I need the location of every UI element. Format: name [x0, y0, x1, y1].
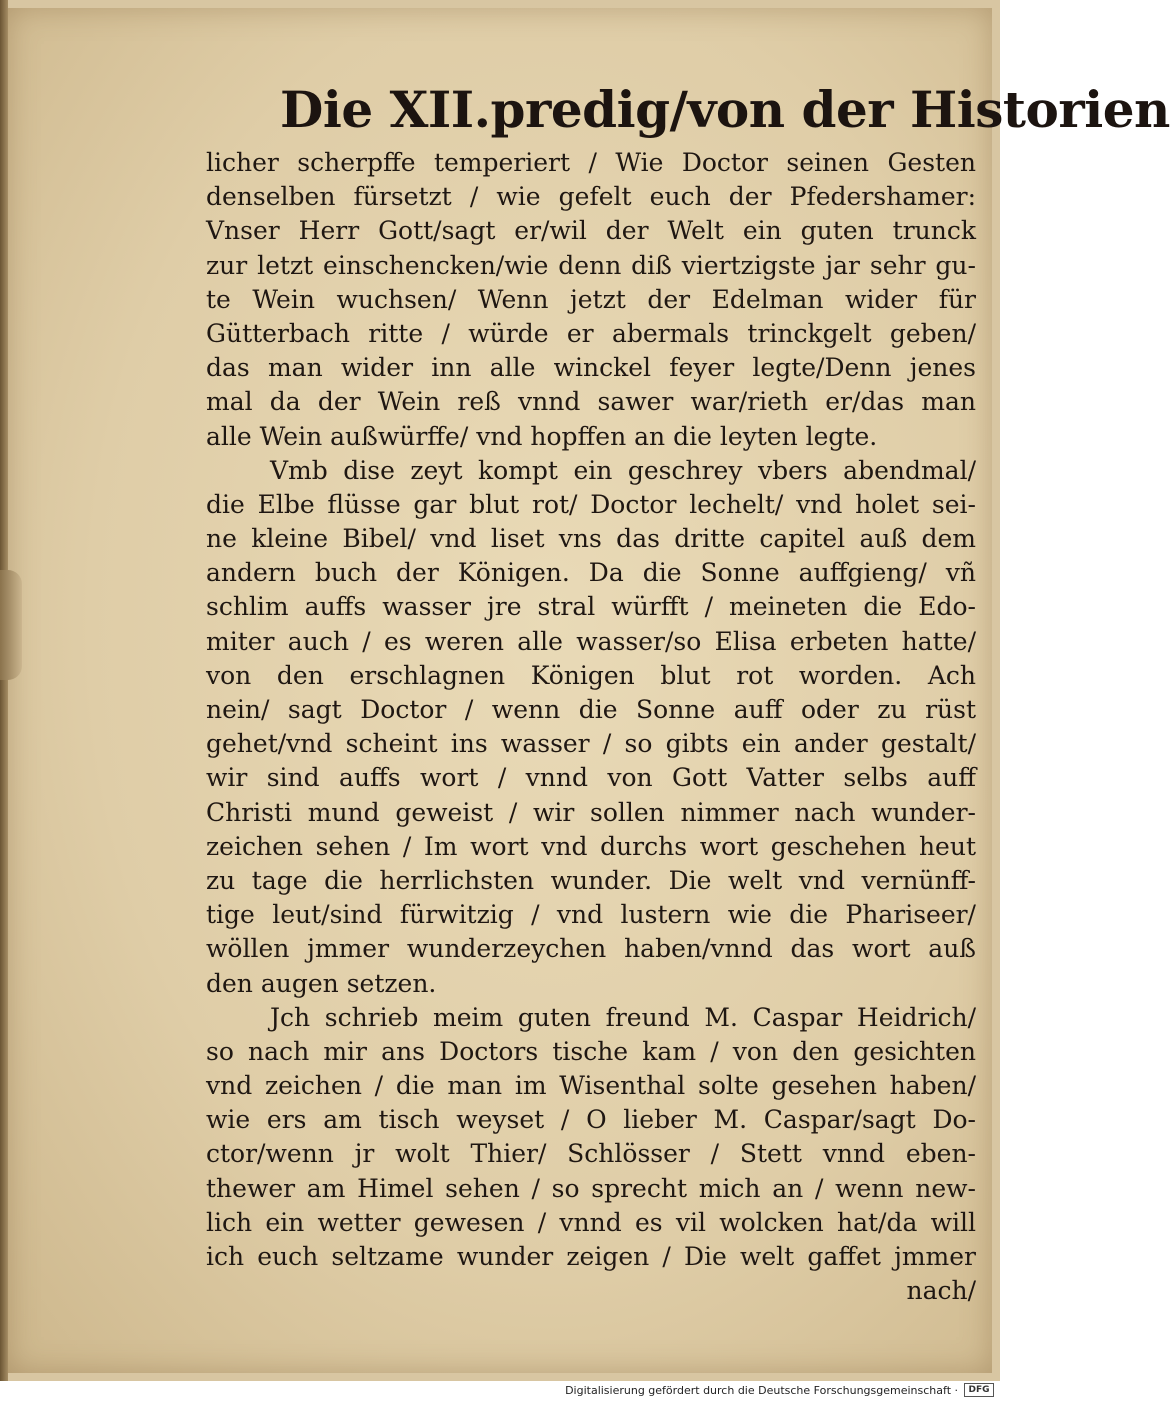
text-line: vnd zeichen / die man im Wisenthal solte gesehen haben/ [206, 1071, 976, 1101]
text-line: mal da der Wein reß vnnd sawer war/rieth er/das man [206, 387, 976, 417]
text-line: lich ein wetter gewesen / vnnd es vil wolcken hat/da will [206, 1207, 976, 1237]
text-line: die Elbe flüsse gar blut rot/ Doctor lechelt/ vnd holet sei- [206, 489, 976, 519]
text-line: ne kleine Bibel/ vnd liset vns das dritte capitel auß dem [206, 524, 976, 554]
text-line: alle Wein außwürffe/ vnd hopffen an die leyten legte. [206, 421, 878, 451]
text-line: ich euch seltzame wunder zeigen / Die welt gaffet jmmer [206, 1242, 976, 1271]
dfg-logo: DFG [964, 1383, 994, 1397]
page-header: Die XII.predig/von der Historien [280, 80, 1170, 139]
text-line: Gütterbach ritte / würde er abermals trinckgelt geben/ [206, 318, 976, 348]
page-spine-edge [0, 0, 8, 1381]
funding-notice: Digitalisierung gefördert durch die Deutsche Forschungsgemeinschaft · [565, 1384, 958, 1397]
text-line: tige leut/sind fürwitzig / vnd lustern wie die Phariseer/ [206, 900, 976, 930]
text-line: gehet/vnd scheint ins wasser / so gibts ein ander gestalt/ [206, 729, 976, 759]
text-line: wie ers am tisch weyset / O lieber M. Caspar/sagt Do- [206, 1105, 976, 1135]
page-fold-bulge [0, 570, 22, 680]
text-line: nein/ sagt Doctor / wenn die Sonne auff oder zu rüst [206, 695, 976, 724]
text-line: wir sind auffs wort / vnnd von Gott Vatter selbs auff [206, 763, 976, 793]
text-line: zu tage die herrlichsten wunder. Die welt vnd vernünff- [206, 865, 976, 895]
text-line: Vmb dise zeyt kompt ein geschrey vbers abendmal/ [270, 455, 976, 485]
text-line: schlim auffs wasser jre stral würfft / meineten die Edo- [206, 592, 976, 622]
text-line: wöllen jmmer wunderzeychen haben/vnnd das wort auß [206, 934, 976, 964]
text-line: te Wein wuchsen/ Wenn jetzt der Edelman wider für [206, 284, 976, 314]
text-line: das man wider inn alle winckel feyer legte/Denn jenes [206, 353, 976, 383]
text-line: so nach mir ans Doctors tische kam / von den gesichten [206, 1036, 976, 1066]
text-line: von den erschlagnen Königen blut rot worden. Ach [206, 660, 976, 690]
text-line: Jch schrieb meim guten freund M. Caspar Heidrich/ [270, 1002, 976, 1032]
text-line: ctor/wenn jr wolt Thier/ Schlösser / Stett vnnd eben- [206, 1139, 976, 1169]
text-line: den augen setzen. [206, 968, 437, 998]
text-line: miter auch / es weren alle wasser/so Elisa erbeten hatte/ [206, 626, 976, 656]
text-line: andern buch der Königen. Da die Sonne auffgieng/ vñ [206, 558, 976, 588]
body-text [206, 146, 976, 1308]
text-line: zeichen sehen / Im wort vnd durchs wort geschehen heut [206, 831, 976, 861]
text-line: licher scherpffe temperiert / Wie Doctor seinen Gesten [206, 148, 976, 177]
text-line: zur letzt einschencken/wie denn diß viertzigste jar sehr gu- [206, 250, 976, 280]
text-line: denselben fürsetzt / wie gefelt euch der Pfedershamer: [206, 182, 976, 212]
text-line: Christi mund geweist / wir sollen nimmer nach wunder- [206, 797, 976, 827]
text-line: thewer am Himel sehen / so sprecht mich an / wenn new- [206, 1173, 976, 1203]
catchword: nach/ [906, 1276, 976, 1306]
text-line: Vnser Herr Gott/sagt er/wil der Welt ein guten trunck [206, 216, 976, 246]
